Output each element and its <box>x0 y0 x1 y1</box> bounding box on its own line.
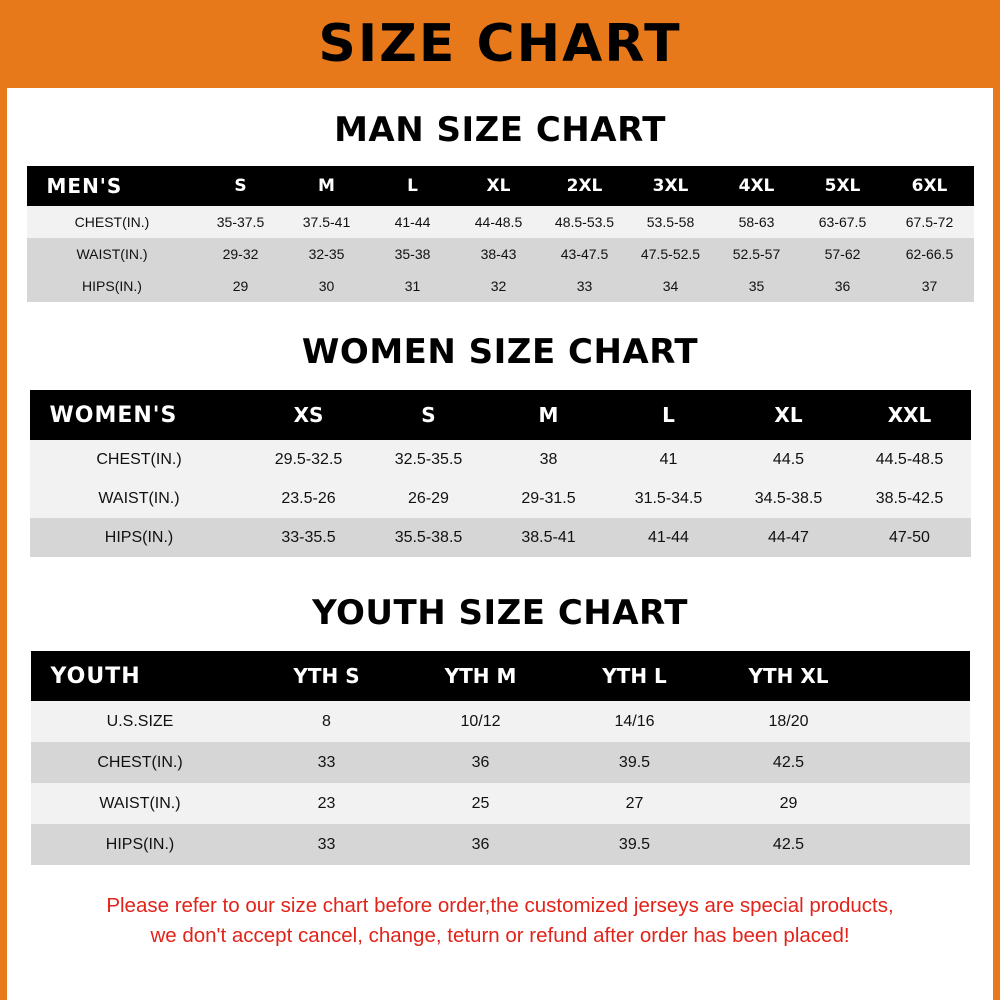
man-col-4: 2XL <box>542 166 628 206</box>
policy-note-line-1: Please refer to our size chart before order,the customized jerseys are special products, <box>106 894 894 917</box>
man-row-label-1: WAIST(IN.) <box>27 238 198 270</box>
youth-row-label-2: WAIST(IN.) <box>31 783 250 824</box>
women-cell-1-2: 29-31.5 <box>489 479 609 518</box>
table-row <box>27 238 974 270</box>
man-cell-0-8: 67.5-72 <box>886 206 974 238</box>
man-cell-2-2: 31 <box>370 270 456 302</box>
youth-cell-2-2: 27 <box>558 783 712 824</box>
women-cell-2-5: 47-50 <box>849 518 971 557</box>
women-cell-2-0: 33-35.5 <box>249 518 369 557</box>
man-cell-1-8: 62-66.5 <box>886 238 974 270</box>
table-header-row <box>30 390 971 440</box>
women-col-1: S <box>369 390 489 440</box>
women-col-4: XL <box>729 390 849 440</box>
man-col-6: 4XL <box>714 166 800 206</box>
man-cell-0-1: 37.5-41 <box>284 206 370 238</box>
man-cell-2-3: 32 <box>456 270 542 302</box>
man-cell-1-3: 38-43 <box>456 238 542 270</box>
youth-cell-0-3: 18/20 <box>712 701 866 742</box>
table-header-row <box>31 651 970 701</box>
women-cell-2-2: 38.5-41 <box>489 518 609 557</box>
table-row <box>27 206 974 238</box>
youth-row-label-1: CHEST(IN.) <box>31 742 250 783</box>
women-cell-0-4: 44.5 <box>729 440 849 479</box>
header-banner <box>0 0 1000 88</box>
man-col-8: 6XL <box>886 166 974 206</box>
man-col-0: S <box>198 166 284 206</box>
policy-note-line-2: we don't accept cancel, change, teturn or refund after order has been placed! <box>150 923 850 947</box>
youth-col-2: YTH L <box>558 651 712 701</box>
man-cell-0-6: 58-63 <box>714 206 800 238</box>
policy-note <box>30 891 970 950</box>
page-title: SIZE CHART <box>318 14 682 74</box>
man-cell-0-4: 48.5-53.5 <box>542 206 628 238</box>
man-cell-0-0: 35-37.5 <box>198 206 284 238</box>
women-cell-0-3: 41 <box>609 440 729 479</box>
man-cell-2-6: 35 <box>714 270 800 302</box>
man-col-3: XL <box>456 166 542 206</box>
man-col-7: 5XL <box>800 166 886 206</box>
youth-cell-1-3: 42.5 <box>712 742 866 783</box>
man-cell-2-4: 33 <box>542 270 628 302</box>
man-cell-2-5: 34 <box>628 270 714 302</box>
women-row-label-0: CHEST(IN.) <box>30 440 249 479</box>
man-cell-0-7: 63-67.5 <box>800 206 886 238</box>
youth-cell-2-0: 23 <box>250 783 404 824</box>
women-col-3: L <box>609 390 729 440</box>
man-cell-1-6: 52.5-57 <box>714 238 800 270</box>
youth-cell-1-spacer <box>866 742 970 783</box>
youth-cell-3-spacer <box>866 824 970 865</box>
table-row <box>30 518 971 557</box>
youth-size-table <box>31 651 970 865</box>
youth-cell-0-0: 8 <box>250 701 404 742</box>
women-cell-0-5: 44.5-48.5 <box>849 440 971 479</box>
man-cell-1-4: 43-47.5 <box>542 238 628 270</box>
women-cell-0-2: 38 <box>489 440 609 479</box>
women-cell-0-0: 29.5-32.5 <box>249 440 369 479</box>
man-cell-2-0: 29 <box>198 270 284 302</box>
youth-row-label-0: U.S.SIZE <box>31 701 250 742</box>
man-cell-0-3: 44-48.5 <box>456 206 542 238</box>
table-row <box>30 440 971 479</box>
table-row <box>31 824 970 865</box>
women-row-label-2: HIPS(IN.) <box>30 518 249 557</box>
women-cell-2-1: 35.5-38.5 <box>369 518 489 557</box>
man-cell-1-1: 32-35 <box>284 238 370 270</box>
man-cell-2-1: 30 <box>284 270 370 302</box>
table-row <box>31 742 970 783</box>
youth-cell-3-1: 36 <box>404 824 558 865</box>
youth-cell-1-2: 39.5 <box>558 742 712 783</box>
table-row <box>30 479 971 518</box>
man-size-table <box>27 166 974 302</box>
youth-cell-2-spacer <box>866 783 970 824</box>
youth-cell-1-1: 36 <box>404 742 558 783</box>
youth-col-0: YTH S <box>250 651 404 701</box>
table-header-row <box>27 166 974 206</box>
youth-col-3: YTH XL <box>712 651 866 701</box>
youth-row-header: YOUTH <box>31 651 250 701</box>
man-cell-1-5: 47.5-52.5 <box>628 238 714 270</box>
youth-section-title: YOUTH SIZE CHART <box>312 593 688 633</box>
youth-col-spacer <box>866 651 970 701</box>
women-cell-1-5: 38.5-42.5 <box>849 479 971 518</box>
man-row-header: MEN'S <box>27 166 198 206</box>
man-cell-2-8: 37 <box>886 270 974 302</box>
women-row-label-1: WAIST(IN.) <box>30 479 249 518</box>
youth-cell-1-0: 33 <box>250 742 404 783</box>
man-cell-0-2: 41-44 <box>370 206 456 238</box>
youth-cell-0-2: 14/16 <box>558 701 712 742</box>
youth-cell-3-2: 39.5 <box>558 824 712 865</box>
man-cell-2-7: 36 <box>800 270 886 302</box>
women-col-0: XS <box>249 390 369 440</box>
youth-col-1: YTH M <box>404 651 558 701</box>
man-row-label-2: HIPS(IN.) <box>27 270 198 302</box>
table-row <box>31 783 970 824</box>
table-row <box>31 701 970 742</box>
women-cell-2-3: 41-44 <box>609 518 729 557</box>
women-cell-1-4: 34.5-38.5 <box>729 479 849 518</box>
man-cell-1-2: 35-38 <box>370 238 456 270</box>
youth-cell-2-3: 29 <box>712 783 866 824</box>
youth-cell-3-3: 42.5 <box>712 824 866 865</box>
youth-cell-0-1: 10/12 <box>404 701 558 742</box>
man-cell-0-5: 53.5-58 <box>628 206 714 238</box>
women-cell-1-3: 31.5-34.5 <box>609 479 729 518</box>
youth-cell-2-1: 25 <box>404 783 558 824</box>
man-col-5: 3XL <box>628 166 714 206</box>
youth-cell-3-0: 33 <box>250 824 404 865</box>
women-cell-0-1: 32.5-35.5 <box>369 440 489 479</box>
man-cell-1-7: 57-62 <box>800 238 886 270</box>
women-cell-2-4: 44-47 <box>729 518 849 557</box>
youth-row-label-3: HIPS(IN.) <box>31 824 250 865</box>
table-row <box>27 270 974 302</box>
youth-cell-0-spacer <box>866 701 970 742</box>
women-col-5: XXL <box>849 390 971 440</box>
women-row-header: WOMEN'S <box>30 390 249 440</box>
man-section-title: MAN SIZE CHART <box>334 110 666 150</box>
women-col-2: M <box>489 390 609 440</box>
women-size-table <box>30 390 971 557</box>
women-cell-1-0: 23.5-26 <box>249 479 369 518</box>
man-cell-1-0: 29-32 <box>198 238 284 270</box>
women-section-title: WOMEN SIZE CHART <box>301 332 699 372</box>
man-row-label-0: CHEST(IN.) <box>27 206 198 238</box>
women-cell-1-1: 26-29 <box>369 479 489 518</box>
man-col-1: M <box>284 166 370 206</box>
man-col-2: L <box>370 166 456 206</box>
